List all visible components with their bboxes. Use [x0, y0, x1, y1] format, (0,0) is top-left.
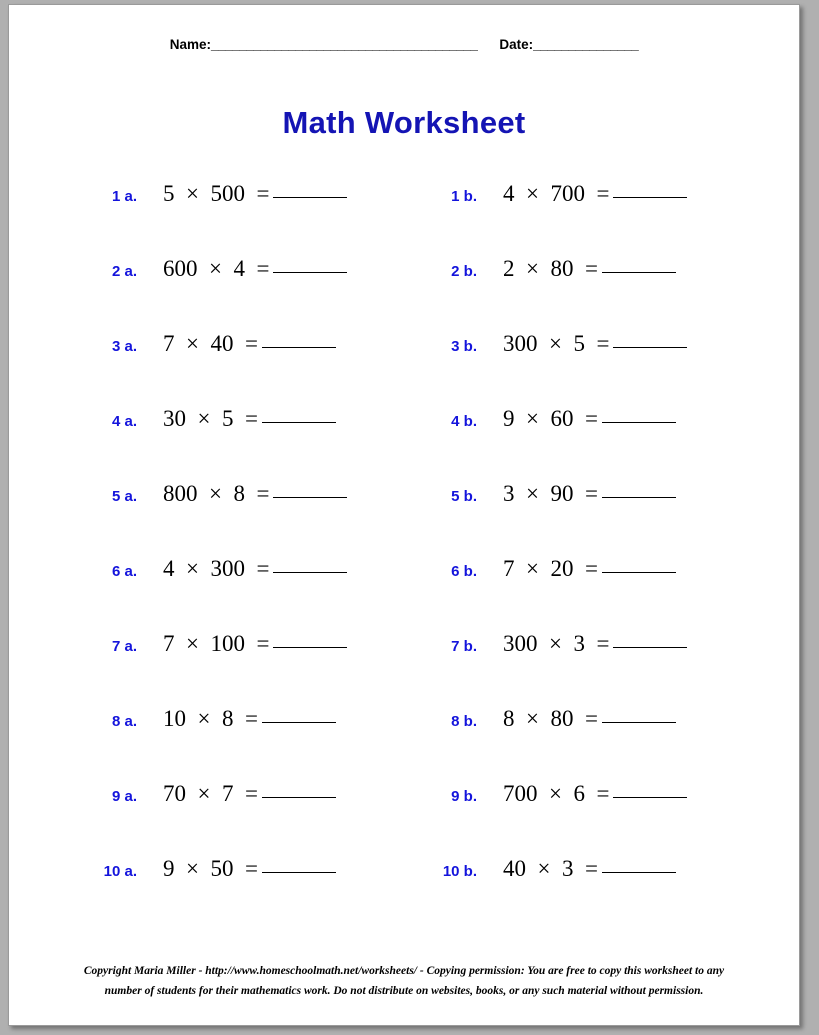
problem-expression: 10 × 8 = — [137, 706, 336, 732]
problem-expression: 300 × 3 = — [477, 631, 687, 657]
problem-cell — [75, 631, 415, 657]
answer-blank[interactable] — [262, 422, 336, 423]
problem-cell — [75, 331, 415, 357]
problem-label: 8 a. — [111, 713, 137, 730]
problem-cell — [75, 781, 415, 807]
answer-blank[interactable] — [602, 722, 676, 723]
problem-label: 9 b. — [451, 788, 477, 805]
problem-cell — [75, 481, 415, 507]
problem-label: 6 a. — [111, 563, 137, 580]
copyright-line-2: number of students for their mathematics work. Do not distribute on websites, books, or any such material without permission. — [104, 984, 704, 997]
problem-label: 1 a. — [111, 188, 137, 205]
answer-blank[interactable] — [602, 422, 676, 423]
problem-cell — [415, 631, 755, 657]
problem-expression: 7 × 100 = — [137, 631, 347, 657]
problem-expression: 7 × 20 = — [477, 556, 676, 582]
answer-blank[interactable] — [613, 797, 687, 798]
problem-grid — [75, 181, 755, 931]
name-blank-line[interactable]: ______________________________________ — [211, 37, 478, 52]
date-blank-line[interactable]: _______________ — [533, 37, 639, 52]
problem-label: 9 a. — [111, 788, 137, 805]
problem-cell — [415, 706, 755, 732]
problem-row — [75, 406, 755, 481]
problem-label: 7 b. — [451, 638, 477, 655]
problem-expression: 9 × 60 = — [477, 406, 676, 432]
problem-cell — [75, 256, 415, 282]
problem-expression: 4 × 700 = — [477, 181, 687, 207]
problem-row — [75, 481, 755, 556]
problem-cell — [415, 256, 755, 282]
problem-cell — [415, 331, 755, 357]
problem-expression: 40 × 3 = — [477, 856, 676, 882]
answer-blank[interactable] — [613, 647, 687, 648]
answer-blank[interactable] — [613, 197, 687, 198]
problem-cell — [415, 856, 755, 882]
problem-row — [75, 856, 755, 931]
problem-cell — [75, 181, 415, 207]
problem-cell — [75, 856, 415, 882]
answer-blank[interactable] — [262, 347, 336, 348]
problem-cell — [75, 556, 415, 582]
name-label: Name: — [169, 37, 212, 52]
problem-expression: 70 × 7 = — [137, 781, 336, 807]
problem-row — [75, 781, 755, 856]
problem-label: 5 b. — [451, 488, 477, 505]
problem-expression: 7 × 40 = — [137, 331, 336, 357]
answer-blank[interactable] — [273, 197, 347, 198]
problem-expression: 700 × 6 = — [477, 781, 687, 807]
problem-row — [75, 256, 755, 331]
problem-label: 8 b. — [451, 713, 477, 730]
answer-blank[interactable] — [273, 647, 347, 648]
problem-expression: 8 × 80 = — [477, 706, 676, 732]
problem-label: 5 a. — [111, 488, 137, 505]
problem-expression: 5 × 500 = — [137, 181, 347, 207]
problem-expression: 4 × 300 = — [137, 556, 347, 582]
worksheet-page — [8, 4, 800, 1026]
problem-label: 3 a. — [111, 338, 137, 355]
problem-label: 6 b. — [451, 563, 477, 580]
problem-row — [75, 181, 755, 256]
problem-expression: 9 × 50 = — [137, 856, 336, 882]
problem-label: 2 b. — [451, 263, 477, 280]
answer-blank[interactable] — [273, 497, 347, 498]
answer-blank[interactable] — [602, 872, 676, 873]
problem-label: 2 a. — [111, 263, 137, 280]
answer-blank[interactable] — [262, 797, 336, 798]
copyright-line-1: Copyright Maria Miller - http://www.homeschoolmath.net/worksheets/ - Copying permission: You are free to copy this worksheet to any — [83, 964, 725, 977]
problem-label: 10 a. — [103, 863, 137, 880]
date-label: Date: — [499, 37, 534, 52]
answer-blank[interactable] — [602, 272, 676, 273]
problem-cell — [415, 406, 755, 432]
problem-cell — [415, 181, 755, 207]
problem-cell — [415, 481, 755, 507]
answer-blank[interactable] — [273, 272, 347, 273]
problem-expression: 2 × 80 = — [477, 256, 676, 282]
answer-blank[interactable] — [262, 872, 336, 873]
problem-label: 7 a. — [111, 638, 137, 655]
problem-expression: 800 × 8 = — [137, 481, 347, 507]
answer-blank[interactable] — [262, 722, 336, 723]
problem-row — [75, 556, 755, 631]
problem-label: 1 b. — [451, 188, 477, 205]
problem-row — [75, 631, 755, 706]
problem-cell — [415, 556, 755, 582]
answer-blank[interactable] — [613, 347, 687, 348]
answer-blank[interactable] — [273, 572, 347, 573]
problem-row — [75, 331, 755, 406]
problem-expression: 300 × 5 = — [477, 331, 687, 357]
problem-expression: 3 × 90 = — [477, 481, 676, 507]
copyright-footer — [9, 961, 799, 1001]
page-title: Math Worksheet — [282, 105, 526, 140]
problem-expression: 30 × 5 = — [137, 406, 336, 432]
problem-row — [75, 706, 755, 781]
problem-cell — [75, 406, 415, 432]
problem-label: 3 b. — [451, 338, 477, 355]
problem-label: 4 b. — [451, 413, 477, 430]
problem-label: 10 b. — [442, 863, 477, 880]
name-date-row — [9, 37, 799, 52]
problem-cell — [75, 706, 415, 732]
problem-expression: 600 × 4 = — [137, 256, 347, 282]
problem-label: 4 a. — [111, 413, 137, 430]
answer-blank[interactable] — [602, 572, 676, 573]
problem-cell — [415, 781, 755, 807]
answer-blank[interactable] — [602, 497, 676, 498]
